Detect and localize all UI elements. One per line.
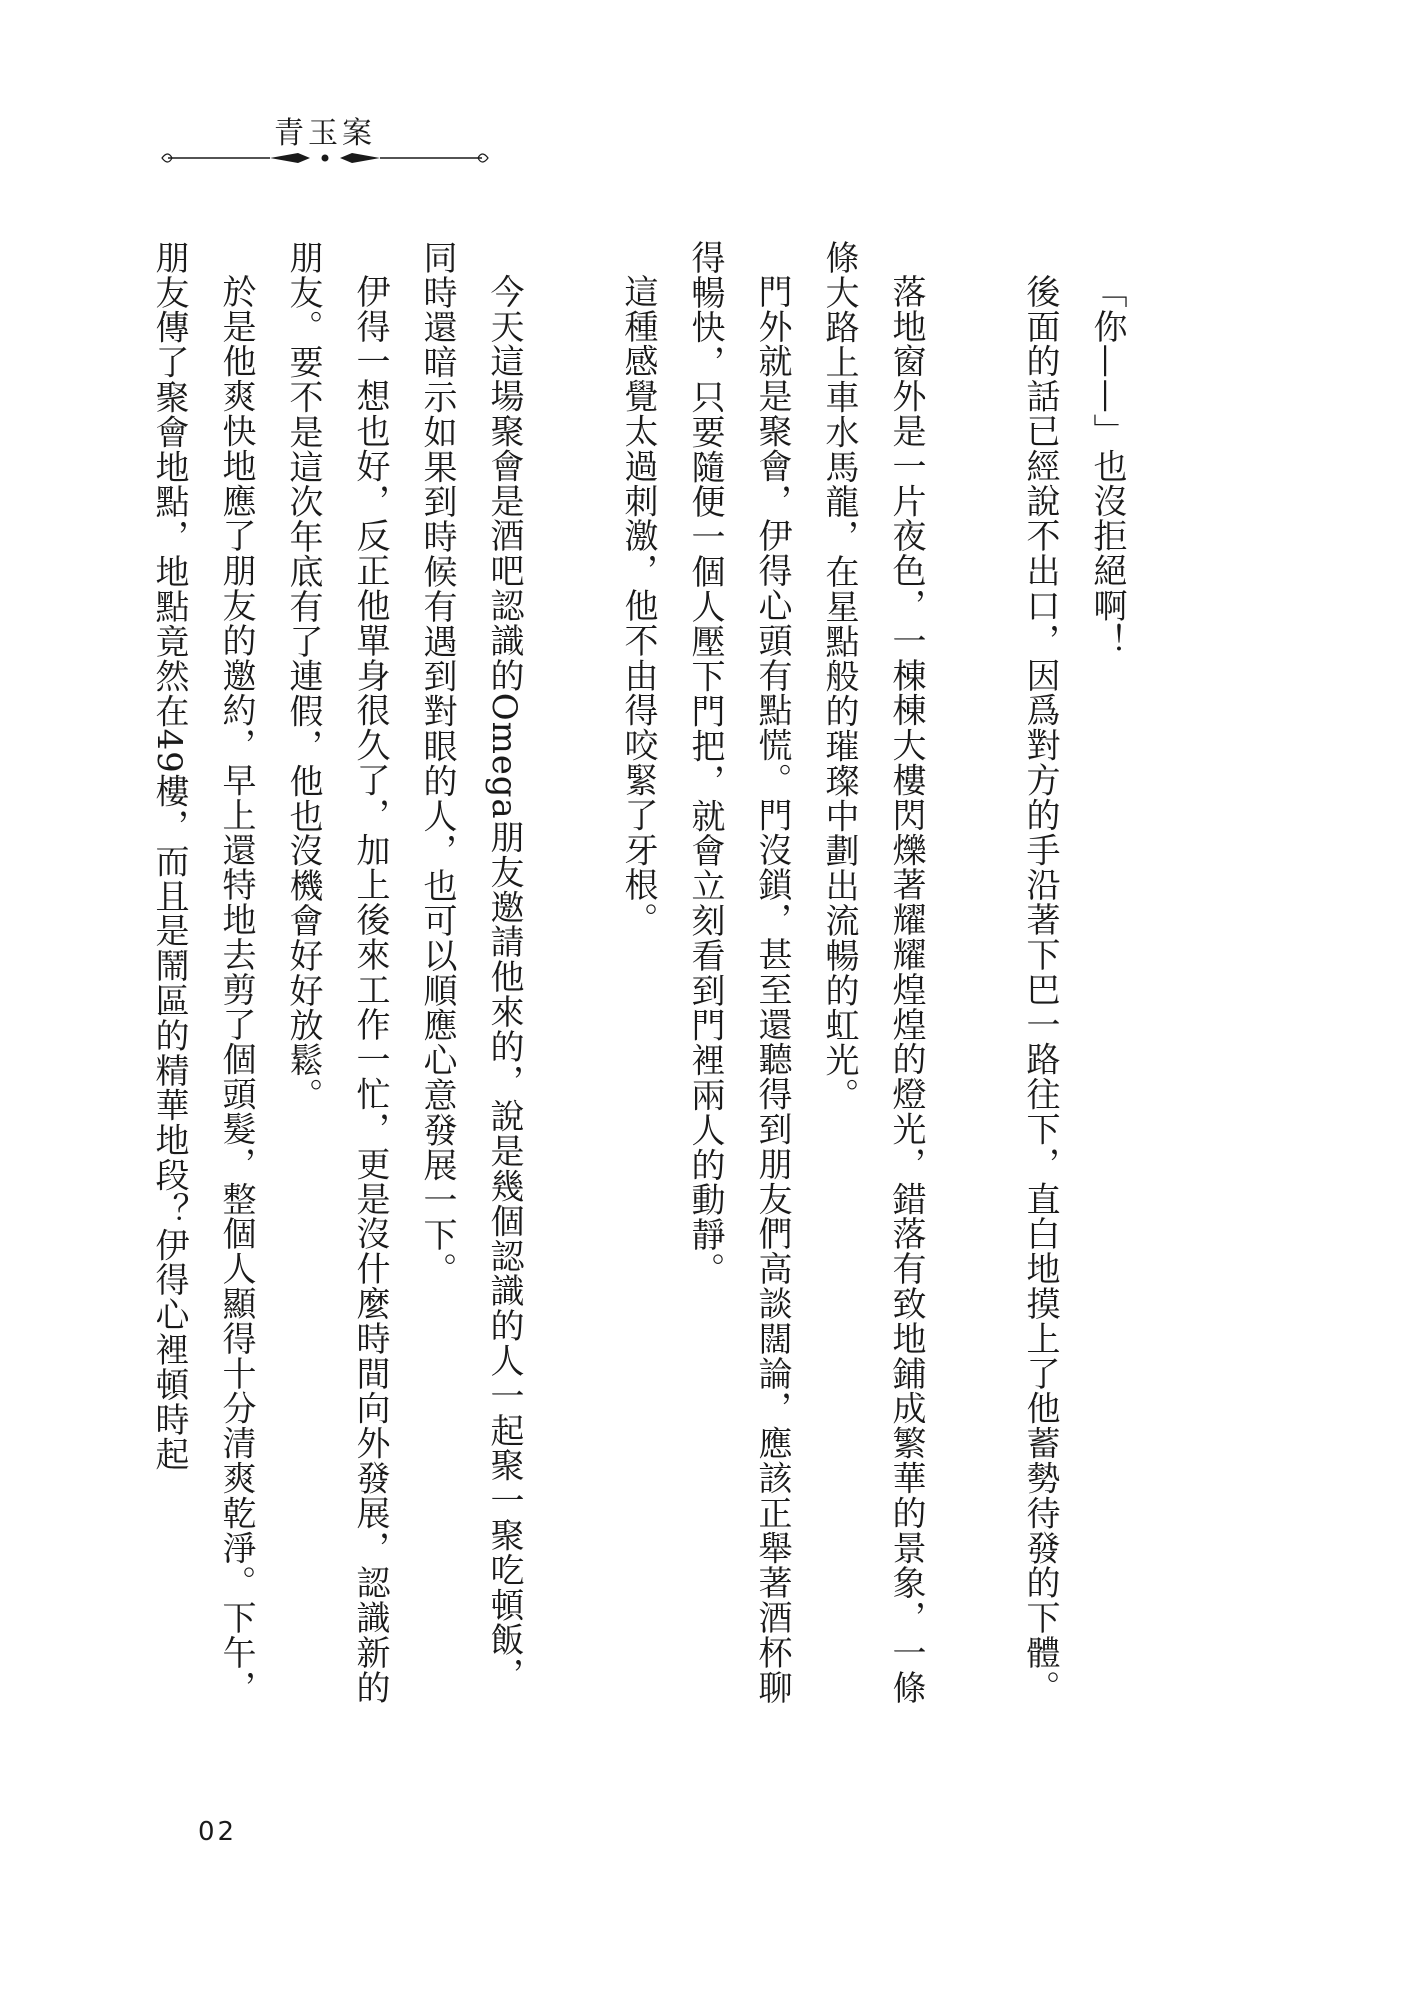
- paragraph: 門外就是聚會，伊得心頭有點慌。門沒鎖，甚至還聽得到朋友們高談闊論，應該正舉著酒杯聊得暢快，只要隨便一個人壓下門把，就會立刻看到門裡兩人的動靜。: [685, 240, 792, 1705]
- paragraph-spacer: [537, 240, 604, 1710]
- paragraph: 今天這場聚會是酒吧認識的Omega朋友邀請他來的，說是幾個認識的人一起聚一聚吃頓飯，同時還暗示如果到時候有遇到對眼的人，也可以順應心意發展一下。: [417, 240, 524, 1693]
- paragraph: 「你——」也沒拒絕啊！: [1087, 274, 1127, 658]
- book-title: 青玉案: [274, 116, 376, 151]
- paragraph: 落地窗外是一片夜色，一棟棟大樓閃爍著耀耀煌煌的燈光，錯落有致地鋪成繁華的景象，一條條大路上車水馬龍，在星點般的璀璨中劃出流暢的虹光。: [819, 240, 926, 1705]
- paragraph: 於是他爽快地應了朋友的邀約，早上還特地去剪了個頭髮，整個人顯得十分清爽乾淨。下午，朋友傳了聚會地點，地點竟然在49樓，而且是鬧區的精華地段？伊得心裡頓時起: [149, 240, 256, 1705]
- running-header: [160, 108, 490, 168]
- ornament-divider-icon: [160, 146, 490, 170]
- vertical-body-text: [149, 240, 1140, 1710]
- paragraph: 伊得一想也好，反正他單身很久了，加上後來工作一忙，更是沒什麼時間向外發展，認識新的朋友。要不是這次年底有了連假，他也沒機會好好放鬆。: [283, 240, 390, 1705]
- paragraph-spacer: [939, 240, 1006, 1710]
- page-number: 02: [198, 1817, 238, 1847]
- paragraph: 後面的話已經說不出口，因爲對方的手沿著下巴一路往下，直白地摸上了他蓄勢待發的下體。: [1020, 274, 1060, 1705]
- paragraph: 這種感覺太過刺激，他不由得咬緊了牙根。: [618, 274, 658, 938]
